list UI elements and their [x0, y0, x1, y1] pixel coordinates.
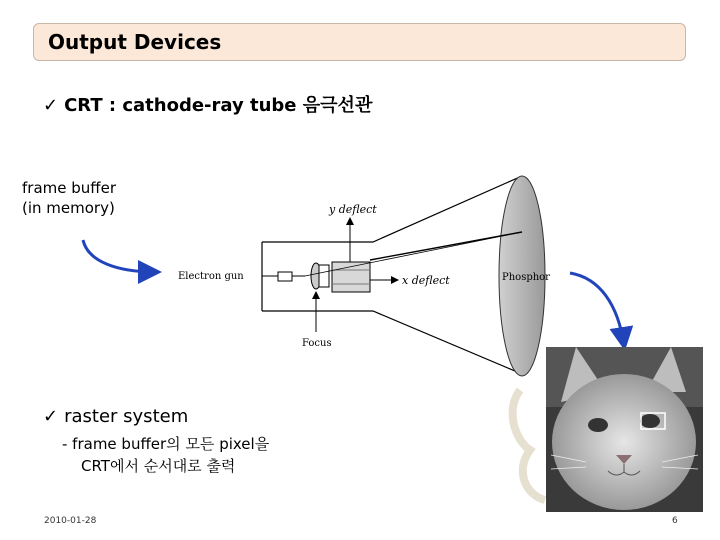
cat-photo: [546, 347, 703, 512]
phosphor-to-image-arrow: [570, 273, 624, 345]
frame-buffer-line1: frame buffer: [22, 179, 117, 197]
check-mark-icon: ✓: [43, 95, 59, 116]
focus-label: Focus: [302, 338, 332, 349]
tube-outline: [262, 176, 522, 374]
frame-buffer-line2: (in memory): [22, 199, 115, 217]
slide-title: Output Devices: [48, 30, 222, 54]
phosphor-label: Phosphor: [502, 272, 550, 283]
slide-date: 2010-01-28: [44, 516, 97, 526]
cat-photo-drawing: [546, 347, 703, 512]
electron-gun: [278, 272, 292, 281]
electron-gun-label: Electron gun: [178, 271, 244, 282]
y-deflect-label: y deflect: [329, 203, 377, 216]
page-number: 6: [672, 516, 678, 526]
raster-desc-line1: - frame buffer의 모든 pixel을: [62, 435, 270, 453]
frame-buffer-arrow: [83, 240, 156, 272]
raster-desc-line2: CRT에서 순서대로 출력: [81, 457, 236, 475]
raster-bullet: [43, 406, 188, 427]
crt-bullet-text: CRT : cathode-ray tube 음극선관: [64, 95, 373, 116]
check-mark-icon: ✓: [43, 406, 59, 427]
x-deflect-label: x deflect: [402, 274, 450, 287]
raster-bullet-text: raster system: [64, 406, 189, 427]
